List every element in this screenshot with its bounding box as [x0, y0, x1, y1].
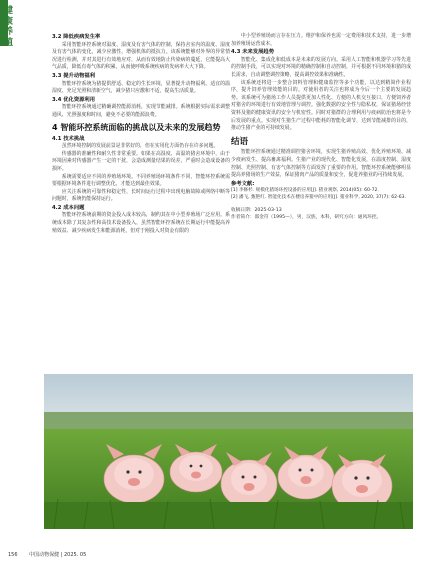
reference-item: [2] 潘飞, 甄艳红. 智能化技术在楼房养猪中的应用[J]. 猪业科学, 2020, 37(7): 62-63.: [231, 194, 407, 200]
right-column: [231, 33, 411, 221]
section-heading: 结语: [231, 136, 249, 147]
paragraph: 系统需要适应不同的养殖场环境。不同养殖场环境条件不同，智能环控系统需要根据环境条件进行调整优化，才能达到最佳效果。: [52, 173, 230, 188]
paragraph: 智能环控系统为猪提供舒适、稳定的生长环境，显著提升动物福利。适宜的温湿度、充足光照和清新空气，减少猪只应激和不适，提高生活质量。: [52, 80, 230, 95]
section-heading: 4.3 未来发展趋势: [231, 49, 275, 56]
page-number: 156: [8, 552, 18, 558]
meta-line: 收稿日期：2025-03-13: [231, 208, 282, 214]
left-column: [52, 33, 230, 235]
meta-line: 作者简介：邵金符（1995—），男，汉族，本科，研究方向：通风环控。: [231, 215, 382, 221]
article-meta: [231, 207, 411, 221]
paragraph: 智能环控系统通过精准调控猪舍环境，实现生猪养殖高效、优化养殖环境、减少疫病发生、提高畜禽福利。生猪产业的现代化、智能化发展，在温度控制、湿度控制、光照控制、有害气体控制等方面发挥了重要的作用。智能环控系统能够明显提高养猪场的生产效益，保证猪肉产品的质量和安全，促进养猪业的可持续发展。: [231, 149, 411, 179]
paragraph: 虽然环境控制的发展前景是非常好的，但在实用化方面仍存在许多问题。: [61, 143, 219, 150]
right-body: [231, 33, 411, 188]
piglets-photo: [44, 374, 413, 529]
paragraph: 该系统还将进一步整合饲料管理和健康监控等多个功能，以达到精简作业程序，提升饲养管理效能的目的。对使用者的关注也将成为今后一个主要的发展趋势。该系统可为猪场工作人员提供更加人性化、方便的人机交互接口，方便饲养者对猪舍的环境进行有效地管理与调控。强化数据的安全性与隐私权，保证猪场经营资料及猪的健康资讯的安全与机密性。同时对猪群的合理利用与疫病防治也将是今后发展的重点。实现对生猪生产过程中能耗的智能化调节，达到节能减排的目的，推动生猪产业的可持续发展。: [231, 79, 411, 132]
journal-issue: 中国动物保健 | 2025. 05: [29, 552, 87, 558]
section-heading: 参考文献:: [231, 180, 255, 187]
section-heading: 4 智能环控系统面临的挑战以及未来的发展趋势: [52, 122, 221, 132]
section-heading: 3.3 提升动物福利: [52, 72, 96, 79]
reference-list: [231, 188, 411, 201]
paragraph: 应关注系统的可靠性和稳定性，长时间运行过程中出现电脑故障或网络中断等问题时，系统仍能保持运行。: [52, 188, 230, 203]
section-heading: 3.4 优化资源利用: [52, 96, 96, 103]
paragraph: 采用智能环控系统对温度、湿度及有害气体的控制，保持舍室内的温度、湿度及有害气体的变化，减少应激性，增强机体的抵抗力。该系统能够对外界的异常情况进行检测，并对其进行有效地应对，从而有效地防止传染病的蔓延，它能提高大气品质，降低有毒气体的积累，从而使呼吸系统疾病的发病率大大下降。: [52, 41, 230, 71]
paragraph: 智能环控系统通过精确调控能源消耗，实现节能减排。系统根据实际需求调整通风、光照强度和时间，避免不必要的能源浪费。: [52, 104, 230, 118]
reference-item: [1] 李修杉. 规模化猪场环控设备的应用[J]. 猪业观察, 2014(05): 60-72.: [231, 188, 379, 194]
section-heading: 4.1 技术挑战: [52, 135, 85, 142]
paragraph: 智能化、集成化和低成本是未来的发展方向。采用人工智能和机器学习等先进的控制手段，可以实现对环境的精确控制和自动控制，并可根据不同环境和猪的成长需求，自动调整调控策略，提高调控效果和准确性。: [231, 56, 411, 78]
section-heading: 3.2 降低疾病发生率: [52, 34, 101, 40]
page-footer: [8, 551, 86, 558]
paragraph: 传感器的准确性和耐久性非常重要。如果在高湿度、高温的猪舍环境中，由于环境因素对传感器产生一定的干扰，会造成测量结果的误差，严重时会造成设备的损坏。: [52, 150, 230, 172]
section-heading: 4.2 成本问题: [52, 204, 85, 211]
section-tag: 健康养殖: [4, 6, 14, 48]
paragraph: 智能环控系统前期的资金投入成本较高，制约其在中小型养殖场广泛应用。系统成本除了其复杂性和高技术设备投入，虽然智能环控系统在长期运行中能提高养殖效益、减少疾病发生和能源消耗，但对于刚投入对资金有限的: [52, 212, 230, 234]
photo-illustration: [44, 374, 413, 529]
paragraph: 中小型养殖场而言存在压力。维护和保养也需一定费用和技术支持，进一步增加养殖场运营成本。: [231, 33, 411, 47]
